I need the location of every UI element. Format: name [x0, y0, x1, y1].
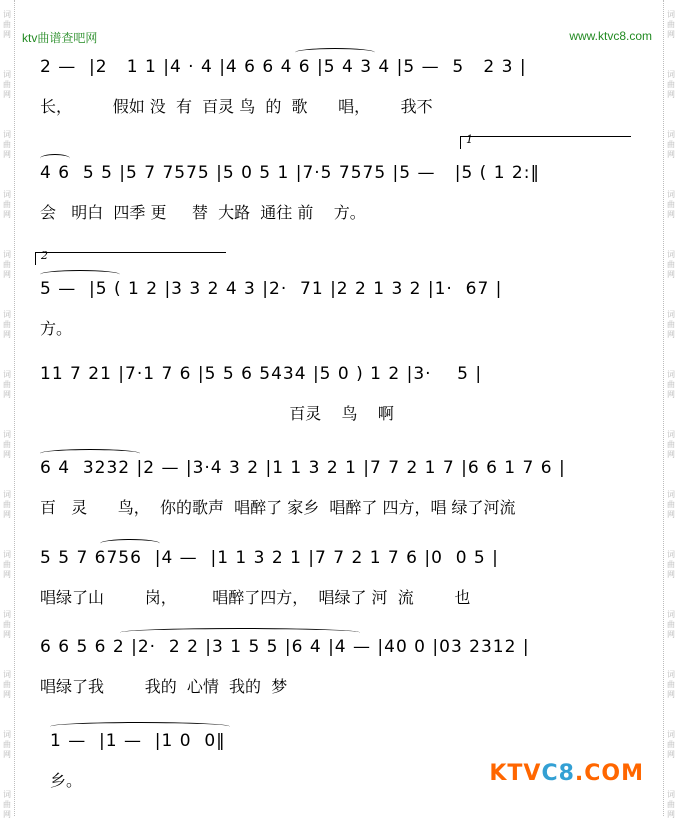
watermark-text: 词 曲 网 — [3, 370, 11, 399]
notation-line: 6 6 5 6 2 |2· 2 2 |3 1 5 5 |6 4 |4 — |40 0 |03 2312 | — [40, 637, 530, 657]
watermark-text: 词 曲 网 — [667, 250, 675, 279]
watermark-text: 词 曲 网 — [667, 130, 675, 159]
watermark-text: 词 曲 网 — [667, 610, 675, 639]
lyric-line: 百 灵 鸟， 你的歌声 唱醉了 家乡 唱醉了 四方，唱 绿了河流 — [40, 498, 516, 517]
slur — [100, 539, 160, 548]
slur — [50, 722, 230, 731]
site-name: ktv曲谱查吧网 — [22, 31, 98, 45]
lyric-line: 唱绿了山 岗， 唱醉了四方， 唱绿了 河 流 也 — [40, 588, 471, 607]
slur — [295, 48, 375, 57]
watermark-text: 词 曲 网 — [3, 130, 11, 159]
watermark-text: 词 曲 网 — [667, 70, 675, 99]
watermark-text: 词 曲 网 — [3, 730, 11, 759]
left-watermark-strip — [0, 0, 15, 819]
lyric-line: 长， 假如 没 有 百灵 鸟 的 歌 唱， 我不 — [40, 97, 433, 116]
slur — [40, 270, 120, 279]
notation-line: 2 — |2 1 1 |4 · 4 |4 6 6 4 6 |5 4 3 4 |5 — 5 2 3 | — [40, 57, 527, 77]
notation-line: 5 — |5 ( 1 2 |3 3 2 4 3 |2· 71 |2 2 1 3 2 |1· 67 | — [40, 279, 503, 299]
watermark-text: 词 曲 网 — [3, 70, 11, 99]
lyric-line: 唱绿了我 我的 心情 我的 梦 — [40, 677, 288, 696]
watermark-text: 词 曲 网 — [3, 550, 11, 579]
watermark-text: 词 曲 网 — [667, 730, 675, 759]
lyric-line: 方。 — [40, 319, 73, 338]
watermark-text: 词 曲 网 — [3, 610, 11, 639]
notation-line: 1 — |1 — |1 0 0‖ — [50, 731, 226, 751]
watermark-text: 词 曲 网 — [3, 430, 11, 459]
lyric-line: 乡。 — [50, 771, 83, 790]
notation-line: 11 7 21 |7·1 7 6 |5 5 6 5434 |5 0 ) 1 2 |3· 5 | — [40, 364, 483, 384]
slur — [40, 154, 70, 163]
watermark-text: 词 曲 网 — [3, 670, 11, 699]
watermark-text: 词 曲 网 — [667, 370, 675, 399]
right-watermark-strip — [663, 0, 678, 819]
watermark-text: 词 曲 网 — [667, 10, 675, 39]
watermark-text: 词 曲 网 — [667, 670, 675, 699]
watermark-text: 词 曲 网 — [667, 550, 675, 579]
watermark-text: 词 曲 网 — [667, 430, 675, 459]
site-logo: KTVC8.COM — [489, 761, 644, 786]
watermark-text: 词 曲 网 — [667, 790, 675, 819]
notation-line: 6 4 3232 |2 — |3·4 3 2 |1 1 3 2 1 |7 7 2 1 7 |6 6 1 7 6 | — [40, 458, 566, 478]
slur — [40, 449, 140, 458]
watermark-text: 词 曲 网 — [667, 190, 675, 219]
watermark-text: 词 曲 网 — [3, 310, 11, 339]
lyric-line: 百灵 鸟 啊 — [40, 404, 394, 423]
watermark-text: 词 曲 网 — [667, 310, 675, 339]
second-ending-bracket: 2 — [35, 252, 226, 265]
notation-line: 4 6 5 5 |5 7 7575 |5 0 5 1 |7·5 7575 |5 — |5 ( 1 2:‖ — [40, 163, 540, 183]
notation-line: 5 5 7 6756 |4 — |1 1 3 2 1 |7 7 2 1 7 6 |0 0 5 | — [40, 548, 499, 568]
lyric-line: 会 明白 四季 更 替 大路 通往 前 方。 — [40, 203, 366, 222]
first-ending-bracket: 1 — [460, 136, 631, 149]
watermark-text: 词 曲 网 — [3, 10, 11, 39]
watermark-text: 词 曲 网 — [667, 490, 675, 519]
slur — [120, 628, 360, 637]
watermark-text: 词 曲 网 — [3, 190, 11, 219]
watermark-text: 词 曲 网 — [3, 250, 11, 279]
watermark-text: 词 曲 网 — [3, 790, 11, 819]
watermark-text: 词 曲 网 — [3, 490, 11, 519]
site-url[interactable]: www.ktvc8.com — [569, 29, 652, 43]
